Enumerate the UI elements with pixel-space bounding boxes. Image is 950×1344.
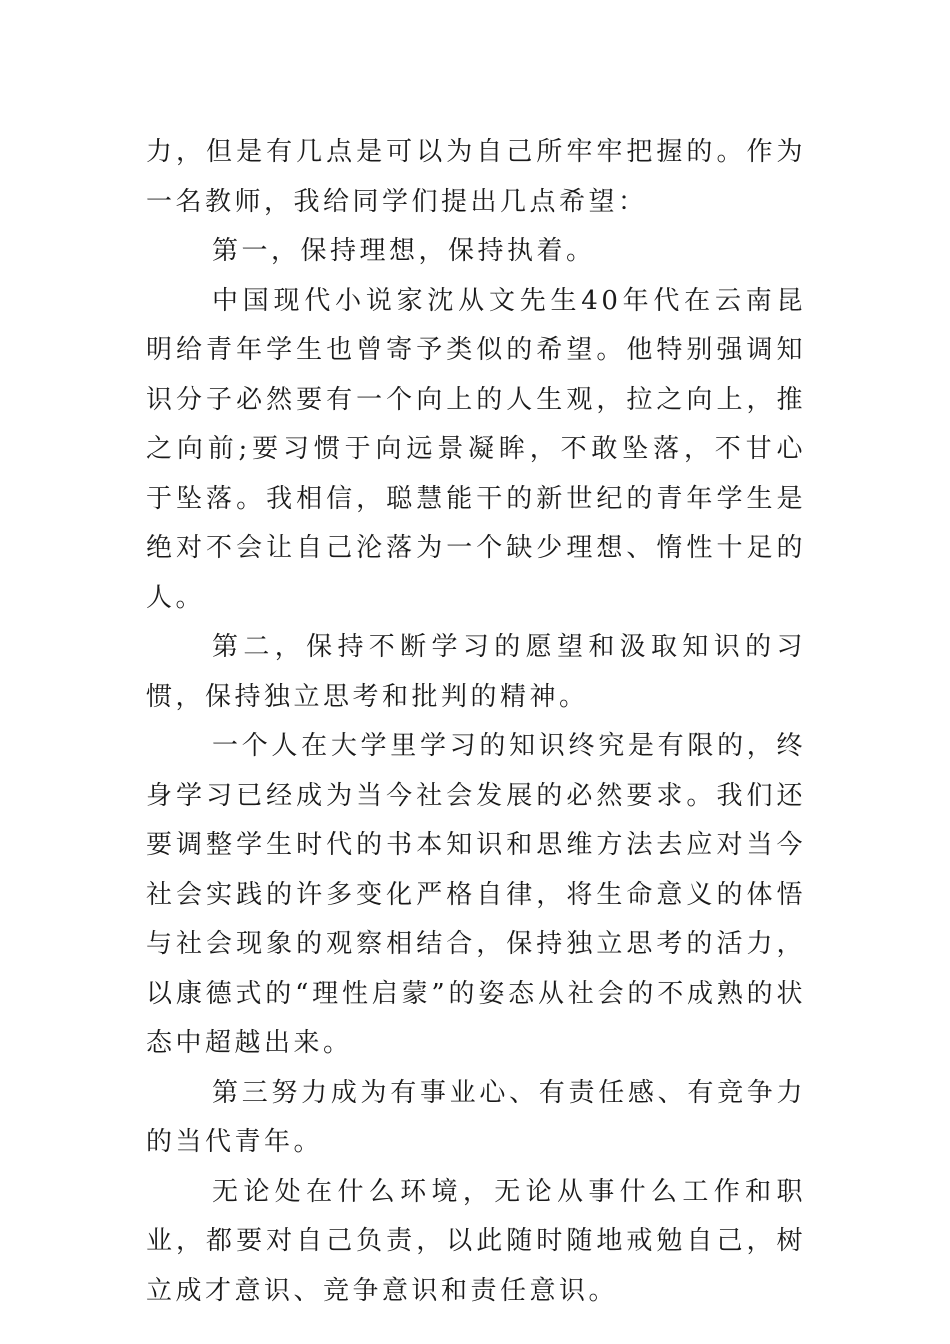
paragraph-point-two-body: 一个人在大学里学习的知识终究是有限的，终身学习已经成为当今社会发展的必然要求。我们还要调整学生时代的书本知识和思维方法去应对当今社会实践的许多变化严格自律，将生命意义的体悟与社会现象的观察相结合，保持独立思考的活力，以康德式的“理性启蒙”的姿态从社会的不成熟的状态中超越出来。 <box>146 731 806 1058</box>
paragraph-point-one-heading: 第一，保持理想，保持执着。 <box>212 236 596 266</box>
paragraph-point-two-heading: 第二，保持不断学习的愿望和汲取知识的习惯，保持独立思考和批判的精神。 <box>146 632 806 712</box>
document-body <box>146 128 806 1316</box>
paragraph-continuation: 力，但是有几点是可以为自己所牢牢把握的。作为一名教师，我给同学们提出几点希望： <box>146 137 806 217</box>
paragraph-point-three-body: 无论处在什么环境，无论从事什么工作和职业，都要对自己负责，以此随时随地戒勉自己，树立成才意识、竞争意识和责任意识。 <box>146 1176 806 1306</box>
paragraph-point-three-heading: 第三努力成为有事业心、有责任感、有竞争力的当代青年。 <box>146 1077 806 1157</box>
paragraph-point-one-body: 中国现代小说家沈从文先生40年代在云南昆明给青年学生也曾寄予类似的希望。他特别强调知识分子必然要有一个向上的人生观，拉之向上，推之向前;要习惯于向远景凝眸，不敢坠落，不甘心于坠落。我相信，聪慧能干的新世纪的青年学生是绝对不会让自己沦落为一个缺少理想、惰性十足的人。 <box>146 285 806 613</box>
